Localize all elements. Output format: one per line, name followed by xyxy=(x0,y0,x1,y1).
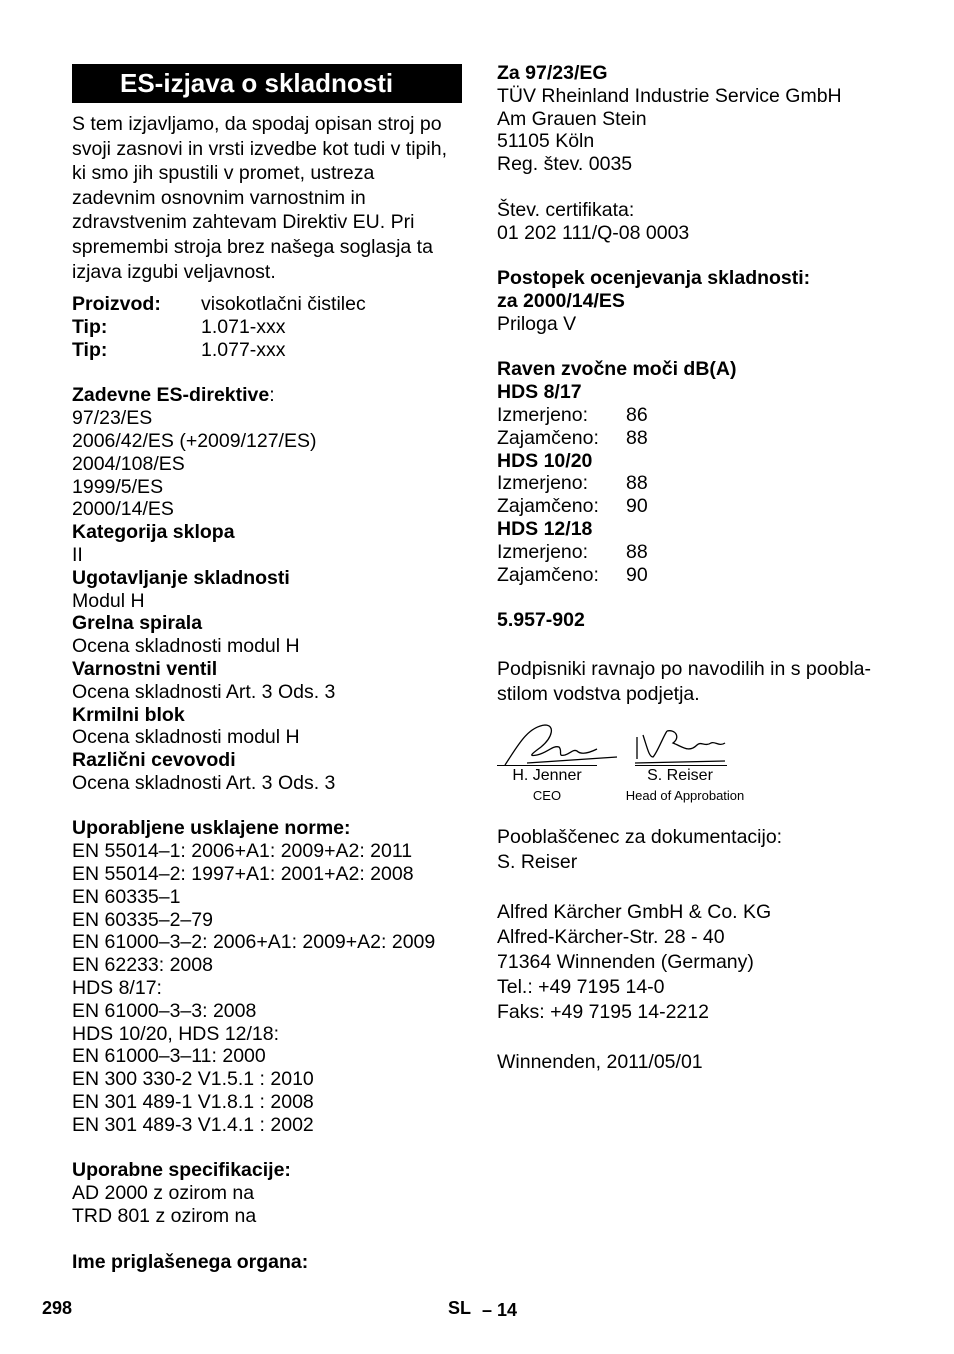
norm-item: EN 60335–2–79 xyxy=(72,908,213,931)
procedure-subheading: za 2000/14/ES xyxy=(497,289,625,312)
cert-number: 01 202 111/Q-08 0003 xyxy=(497,221,690,244)
signer-1-role: CEO xyxy=(532,787,562,803)
directive-item: 2006/42/ES (+2009/127/ES) xyxy=(72,429,317,452)
sound-model: HDS 10/20 xyxy=(497,449,593,472)
intro-paragraph: S tem izjavljamo, da spodaj opisan stroj po svoji zasnovi in vrsti izvedbe kot tudi v tipih, ki smo jih spustili v promet, ustreza zadevnim osnovnim varnostnim in zdravstvenim zahtevam Direktiv EU. Pri spremembi stroja brez našega soglasja ta izjava izgubi veljavnost. xyxy=(72,113,447,283)
spec-item: TRD 801 z ozirom na xyxy=(72,1205,257,1228)
procedure-text: Priloga V xyxy=(497,312,577,335)
doc-label: Pooblaščenec za dokumentacijo: xyxy=(497,825,783,848)
directive-item: 2000/14/ES xyxy=(72,498,174,521)
cert-label: Štev. certifikata: xyxy=(497,198,635,221)
norm-item: EN 62233: 2008 xyxy=(72,954,213,977)
directive-item: 97/23/ES xyxy=(72,407,153,430)
org-line: 51105 Köln xyxy=(497,130,595,153)
left-column xyxy=(72,62,462,1273)
directive-item: 1999/5/ES xyxy=(72,475,164,498)
type-row xyxy=(72,316,462,339)
section-heading: Varnostni ventil xyxy=(72,657,218,680)
address-line: Faks: +49 7195 14-2212 xyxy=(497,1000,709,1023)
signer-1-name: H. Jenner xyxy=(512,766,582,784)
signature-block xyxy=(497,717,897,825)
section-text: Ocena skladnosti Art. 3 Ods. 3 xyxy=(72,771,336,794)
norm-item: EN 300 330-2 V1.5.1 : 2010 xyxy=(72,1068,314,1091)
sound-measured-row: Izmerjeno: 88 xyxy=(497,540,648,563)
norm-item: EN 60335–1 xyxy=(72,885,181,908)
page-title: ES-izjava o skladnosti xyxy=(72,64,462,103)
type-label: Tip: xyxy=(72,338,108,361)
sound-measured-row: Izmerjeno: 88 xyxy=(497,472,648,495)
directives-heading: Zadevne ES-direktive: xyxy=(72,384,275,407)
address-line: Tel.: +49 7195 14-0 xyxy=(497,975,665,998)
sound-guaranteed-row: Zajamčeno: 90 xyxy=(497,563,648,586)
sound-guaranteed-row: Zajamčeno: 88 xyxy=(497,426,648,449)
section-text: Modul H xyxy=(72,589,145,612)
norm-item: EN 61000–3–11: 2000 xyxy=(72,1045,266,1068)
sound-model: HDS 8/17 xyxy=(497,381,582,404)
address-line: Alfred-Kärcher-Str. 28 - 40 xyxy=(497,925,725,948)
org-line: Reg. štev. 0035 xyxy=(497,153,633,176)
doc-name: S. Reiser xyxy=(497,850,578,873)
section-heading: Ugotavljanje skladnosti xyxy=(72,566,290,589)
address-line: Alfred Kärcher GmbH & Co. KG xyxy=(497,900,772,923)
norm-item: EN 55014–2: 1997+A1: 2001+A2: 2008 xyxy=(72,863,414,886)
sound-heading: Raven zvočne moči dB(A) xyxy=(497,358,737,381)
section-text: II xyxy=(72,543,83,566)
page-number: 298 xyxy=(42,1298,73,1318)
part-number: 5.957-902 xyxy=(497,609,585,632)
norm-item: EN 55014–1: 2006+A1: 2009+A2: 2011 xyxy=(72,840,413,863)
spec-item: AD 2000 z ozirom na xyxy=(72,1182,255,1205)
type-value: 1.077-xxx xyxy=(201,338,286,361)
product-label: Proizvod: xyxy=(72,293,161,316)
section-heading: Kategorija sklopa xyxy=(72,521,235,544)
norms-heading: Uporabljene usklajene norme: xyxy=(72,817,351,840)
type-value: 1.071-xxx xyxy=(201,315,286,338)
signers-text: Podpisniki ravnajo po navodilih in s poobla- stilom vodstva podjetja. xyxy=(497,657,871,705)
section-text: Ocena skladnosti Art. 3 Ods. 3 xyxy=(72,680,336,703)
notified-body-heading: Ime priglašenega organa: xyxy=(72,1250,309,1273)
language-code: SL xyxy=(448,1298,472,1318)
norm-item: HDS 10/20, HDS 12/18: xyxy=(72,1022,280,1045)
sound-measured-row: Izmerjeno: 86 xyxy=(497,403,648,426)
product-row xyxy=(72,293,462,316)
section-text: Ocena skladnosti modul H xyxy=(72,635,300,658)
section-heading: Krmilni blok xyxy=(72,703,185,726)
norm-item: HDS 8/17: xyxy=(72,977,162,1000)
org-line: TÜV Rheinland Industrie Service GmbH xyxy=(497,84,842,107)
norm-item: EN 301 489-1 V1.8.1 : 2008 xyxy=(72,1091,314,1114)
signer-2-name: S. Reiser xyxy=(647,766,713,784)
section-heading: Različni cevovodi xyxy=(72,749,236,772)
product-block xyxy=(72,293,462,361)
address-line: 71364 Winnenden (Germany) xyxy=(497,950,754,973)
procedure-heading: Postopek ocenjevanja skladnosti: xyxy=(497,267,811,290)
place-date: Winnenden, 2011/05/01 xyxy=(497,1050,703,1073)
signer-2-role: Head of Approbation xyxy=(625,787,745,803)
directive-item: 2004/108/ES xyxy=(72,452,185,475)
product-value: visokotlačni čistilec xyxy=(201,293,366,316)
type-label: Tip: xyxy=(72,315,108,338)
type-row xyxy=(72,339,462,362)
right-column xyxy=(497,62,897,1075)
org-line: Am Grauen Stein xyxy=(497,107,647,130)
sound-model: HDS 12/18 xyxy=(497,517,593,540)
section-heading: Grelna spirala xyxy=(72,612,203,635)
norm-item: EN 301 489-3 V1.4.1 : 2002 xyxy=(72,1113,314,1136)
za-heading: Za 97/23/EG xyxy=(497,62,608,84)
norm-item: EN 61000–3–3: 2008 xyxy=(72,999,257,1022)
specs-heading: Uporabne specifikacije: xyxy=(72,1159,291,1182)
section-text: Ocena skladnosti modul H xyxy=(72,726,300,749)
sound-guaranteed-row: Zajamčeno: 90 xyxy=(497,495,648,518)
sub-page-number: – 14 xyxy=(482,1300,518,1320)
norm-item: EN 61000–3–2: 2006+A1: 2009+A2: 2009 xyxy=(72,931,436,954)
